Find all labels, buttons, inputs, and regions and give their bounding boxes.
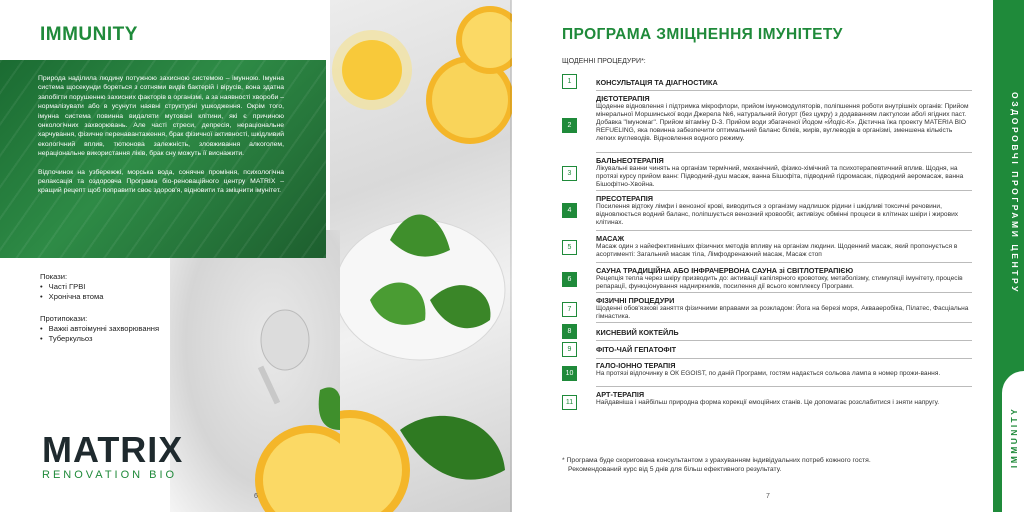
procedure-number: 4 bbox=[562, 203, 577, 218]
procedure-title: МАСАЖ bbox=[596, 234, 625, 243]
divider bbox=[596, 340, 972, 341]
lemon-mint-photo bbox=[330, 0, 512, 512]
side-tab-label: ОЗДОРОВЧІ ПРОГРАМИ ЦЕНТРУ bbox=[1010, 92, 1020, 295]
right-page bbox=[512, 0, 1024, 512]
daily-label: ЩОДЕННІ ПРОЦЕДУРИ*: bbox=[562, 58, 646, 65]
contraindication-item: • Важкі автоімунні захворювання bbox=[40, 324, 240, 334]
intro-panel bbox=[0, 60, 326, 258]
divider bbox=[596, 292, 972, 293]
intro-text bbox=[38, 74, 284, 205]
divider bbox=[596, 190, 972, 191]
indications-label: Покази: bbox=[40, 272, 68, 281]
divider bbox=[596, 358, 972, 359]
procedure-title: ГАЛО-ІОННО ТЕРАПІЯ bbox=[596, 361, 676, 370]
procedure-number: 1 bbox=[562, 74, 577, 89]
procedure-title: КИСНЕВИЙ КОКТЕЙЛЬ bbox=[596, 328, 679, 337]
procedure-number: 11 bbox=[562, 395, 577, 410]
procedure-title: ФІЗИЧНІ ПРОЦЕДУРИ bbox=[596, 296, 675, 305]
procedure-description: Найдавніша і найбільш природна форма корекції емоційних станів. Це допомагає розслабитися і зняти напругу. bbox=[596, 399, 940, 406]
intro-paragraph: Природа наділила людину потужною захисною системою – імунною. Імунна система щосекунди бореться з сотнями видів бактерій і вірусів, вона здатна запобігти порушенню захисних факторів в організмі, а за наявності хвороби – нормалізувати або в усунути наявні структурні ушкодження. Окрім того, імунна система повинна видаляти мутовані клітини, які є причиною онкологічних захворювань. Але часті стреси, депресія, нераціональне харчування, фізичне перенавантаження, брак фізичної активності, шкідливий екологічний вплив, тютюнова залежність, зловживання алкоголем, нераціональне використання ліків, брак сну можуть її виснажити. bbox=[38, 75, 284, 158]
indications-block bbox=[40, 272, 240, 344]
procedure-description: Посилення відтоку лімфи і венозної крові, виводиться з організму надлишок рідини і шкідливі токсичні речовини, відновлюється водний баланс, поліпшується венозний кровообіг, активізує обмінні процеси в клітинах шкіри і жирових клітинах. bbox=[596, 203, 959, 227]
procedure-number: 6 bbox=[562, 272, 577, 287]
page-title: IMMUNITY bbox=[40, 24, 138, 45]
procedure-description: Щоденні обов'язкові заняття фізичними вправами за розкладом: Йога на березі моря, Аквааеробіка, Пілатес, Фасціальна гімнастика. bbox=[596, 305, 969, 321]
procedure-title: АРТ-ТЕРАПІЯ bbox=[596, 390, 645, 399]
footnote bbox=[562, 456, 942, 474]
page-number: 7 bbox=[766, 493, 770, 500]
procedure-description: На протязі відпочинку в ОК EGOIST, по даній Програми, гостям надається сольова лампа в номер прожи-вання. bbox=[596, 370, 941, 377]
divider bbox=[596, 90, 972, 91]
contraindication-item: • Туберкульоз bbox=[40, 334, 240, 344]
logo-wordmark: MATRIX bbox=[42, 429, 184, 470]
procedure-title: ДІЄТОТЕРАПІЯ bbox=[596, 94, 650, 103]
procedure-description: Рецепція тепла через шкіру призводить до: активації капілярного кровотоку, метаболізму, стимуляції імунітету, процесів репарації, функціонування надниркників, посилення дії всього комплексу Програми. bbox=[596, 275, 963, 291]
program-title: ПРОГРАМА ЗМІЦНЕННЯ ІМУНІТЕТУ bbox=[562, 26, 843, 43]
page-number: 6 bbox=[254, 493, 258, 500]
divider bbox=[596, 322, 972, 323]
procedure-description: Щоденне відновлення і підтримка мікрофлори, прийом імуномодуляторів, поліпшення роботи внутрішніх органів: Прийом мінеральної Моршинської води Джерела №6, натуральний йогурт (без цукру) з додаванням лактулози або/і ягідних паст. Добавка "Імуномаг". Прийом вітаміну D-3. Прийом води збагаченої Йодом «Йодіс-К». Дієтична їжа проекту MATERIA BIO REFUELING, яка повинна забезпечити оптимальний баланс білків, жирів, вуглеводів в організмі, зменшена кількість легких вуглеводів. Відновлення водного режиму. bbox=[596, 103, 969, 143]
divider bbox=[596, 386, 972, 387]
procedure-number: 8 bbox=[562, 324, 577, 339]
procedure-number: 3 bbox=[562, 166, 577, 181]
procedure-number: 5 bbox=[562, 240, 577, 255]
procedure-title: КОНСУЛЬТАЦІЯ ТА ДІАГНОСТИКА bbox=[596, 78, 718, 87]
procedure-number: 10 bbox=[562, 366, 577, 381]
indication-item: • Часті ГРВІ bbox=[40, 282, 240, 292]
matrix-logo bbox=[42, 429, 202, 481]
indication-item: • Хронічна втома bbox=[40, 292, 240, 302]
procedure-title: ПРЕСОТЕРАПІЯ bbox=[596, 194, 653, 203]
procedure-description: Масаж один з найефективніших фізичних методів впливу на організм людини. Щоденний масаж, який пропонується в асортименті: Загальний масаж тіла, Лімфодренажний масаж, Масаж стоп bbox=[596, 243, 958, 259]
divider bbox=[596, 230, 972, 231]
procedure-description: Лікувальні ванни чинять на організм термічний, механічний, фізико-хімічний та психотерапевтичний вплив. Щодня, на протязі курсу прийом ванн: Підводний-душ масаж, ванна Бішофіта, підводний гідромасаж, підводний аеромасаж, ванна Бішофітно-Хвойна. bbox=[596, 165, 964, 189]
procedure-number: 9 bbox=[562, 342, 577, 357]
footnote-line: Рекомендований курс від 5 днів для більш ефективного результату. bbox=[568, 466, 782, 473]
procedure-title: БАЛЬНЕОТЕРАПІЯ bbox=[596, 156, 664, 165]
procedure-number: 7 bbox=[562, 302, 577, 317]
divider bbox=[596, 152, 972, 153]
procedure-title: САУНА ТРАДИЦІЙНА АБО ІНФРАЧЕРВОНА САУНА зі СВІТЛОТЕРАПІЄЮ bbox=[596, 266, 854, 275]
side-tab-label-bottom: IMMUNITY bbox=[1009, 406, 1019, 468]
contraindications-label: Протипокази: bbox=[40, 314, 88, 323]
logo-tagline: RENOVATION BIO bbox=[42, 469, 178, 481]
footnote-line: * Програма буде скоригована консультантом з урахуванням індивідуальних потреб кожного гостя. bbox=[562, 457, 871, 464]
divider bbox=[596, 262, 972, 263]
procedure-number: 2 bbox=[562, 118, 577, 133]
procedure-title: ФІТО-ЧАЙ ГЕПАТОФІТ bbox=[596, 345, 677, 354]
intro-paragraph: Відпочинок на узбережжі, морська вода, сонячне проміння, психологічна релаксація та оздоровча Програма біо-реноваційного центру MATRIX – кращий рецепт щоб поправити своє здоров'я, відновити та зміцнити імунітет. bbox=[38, 168, 284, 195]
